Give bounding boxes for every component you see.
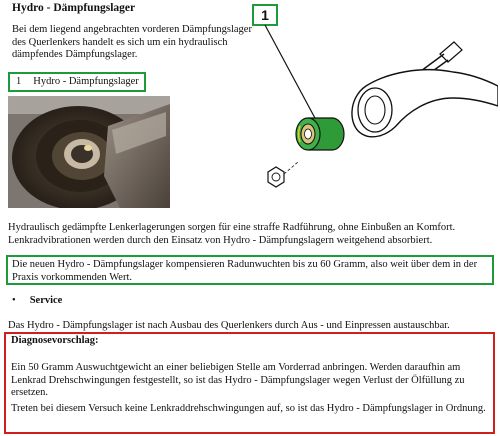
paragraph-service: Das Hydro - Dämpfungslager ist nach Ausbau des Querlenkers durch Aus - und Einpressen austauschbar. (8, 320, 450, 331)
nut-icon (268, 162, 298, 187)
highlight-box (6, 255, 494, 285)
diagram-callout-number: 1 (261, 7, 269, 23)
photo-label-box (8, 72, 146, 92)
bushing-photo (8, 96, 170, 208)
service-heading-text: Service (29, 295, 63, 306)
photo-label-number: 1 (16, 76, 22, 87)
service-heading (12, 295, 62, 306)
diagnose-paragraph-2: Treten bei diesem Versuch keine Lenkraddrehschwingungen auf, so ist das Hydro - Dämpfungslager in Ordnung. (11, 403, 486, 414)
suspension-arm-diagram (248, 2, 498, 200)
page-title: Hydro - Dämpfungslager (12, 2, 136, 14)
diagnose-heading: Diagnosevorschlag: (11, 335, 99, 346)
paragraph-damping: Hydraulisch gedämpfte Lenkerlagerungen sorgen für eine straffe Radführung, ohne Einbußen an Komfort. Lenkradvibrationen werden durch den Einsatz von Hydro - Dämpfungslagern weitgehend absorbiert. (8, 222, 456, 246)
intro-text: Bei dem liegend angebrachten vorderen Dämpfungslager des Querlenkers handelt es sich um ein hydraulisch dämpfendes Dämpfungslager. (12, 24, 252, 60)
diagnose-paragraph-1: Ein 50 Gramm Auswuchtgewicht an einer beliebigen Stelle am Vorderrad anbringen. Werden daraufhin am Lenkrad Drehschwingungen festgestellt, so ist das Hydro - Dämpfungslager wegen Verlust der Ölfüllung zu ersetzen. (11, 362, 465, 398)
service-bullet: • (12, 295, 16, 306)
diagnose-box (4, 332, 495, 434)
hydro-bushing-icon (296, 118, 344, 150)
highlight-text: Die neuen Hydro - Dämpfungslager kompensieren Radunwuchten bis zu 60 Gramm, also weit über dem in der Praxis vorkommenden Wert. (12, 259, 478, 283)
photo-label-text: Hydro - Dämpfungslager (33, 76, 139, 87)
